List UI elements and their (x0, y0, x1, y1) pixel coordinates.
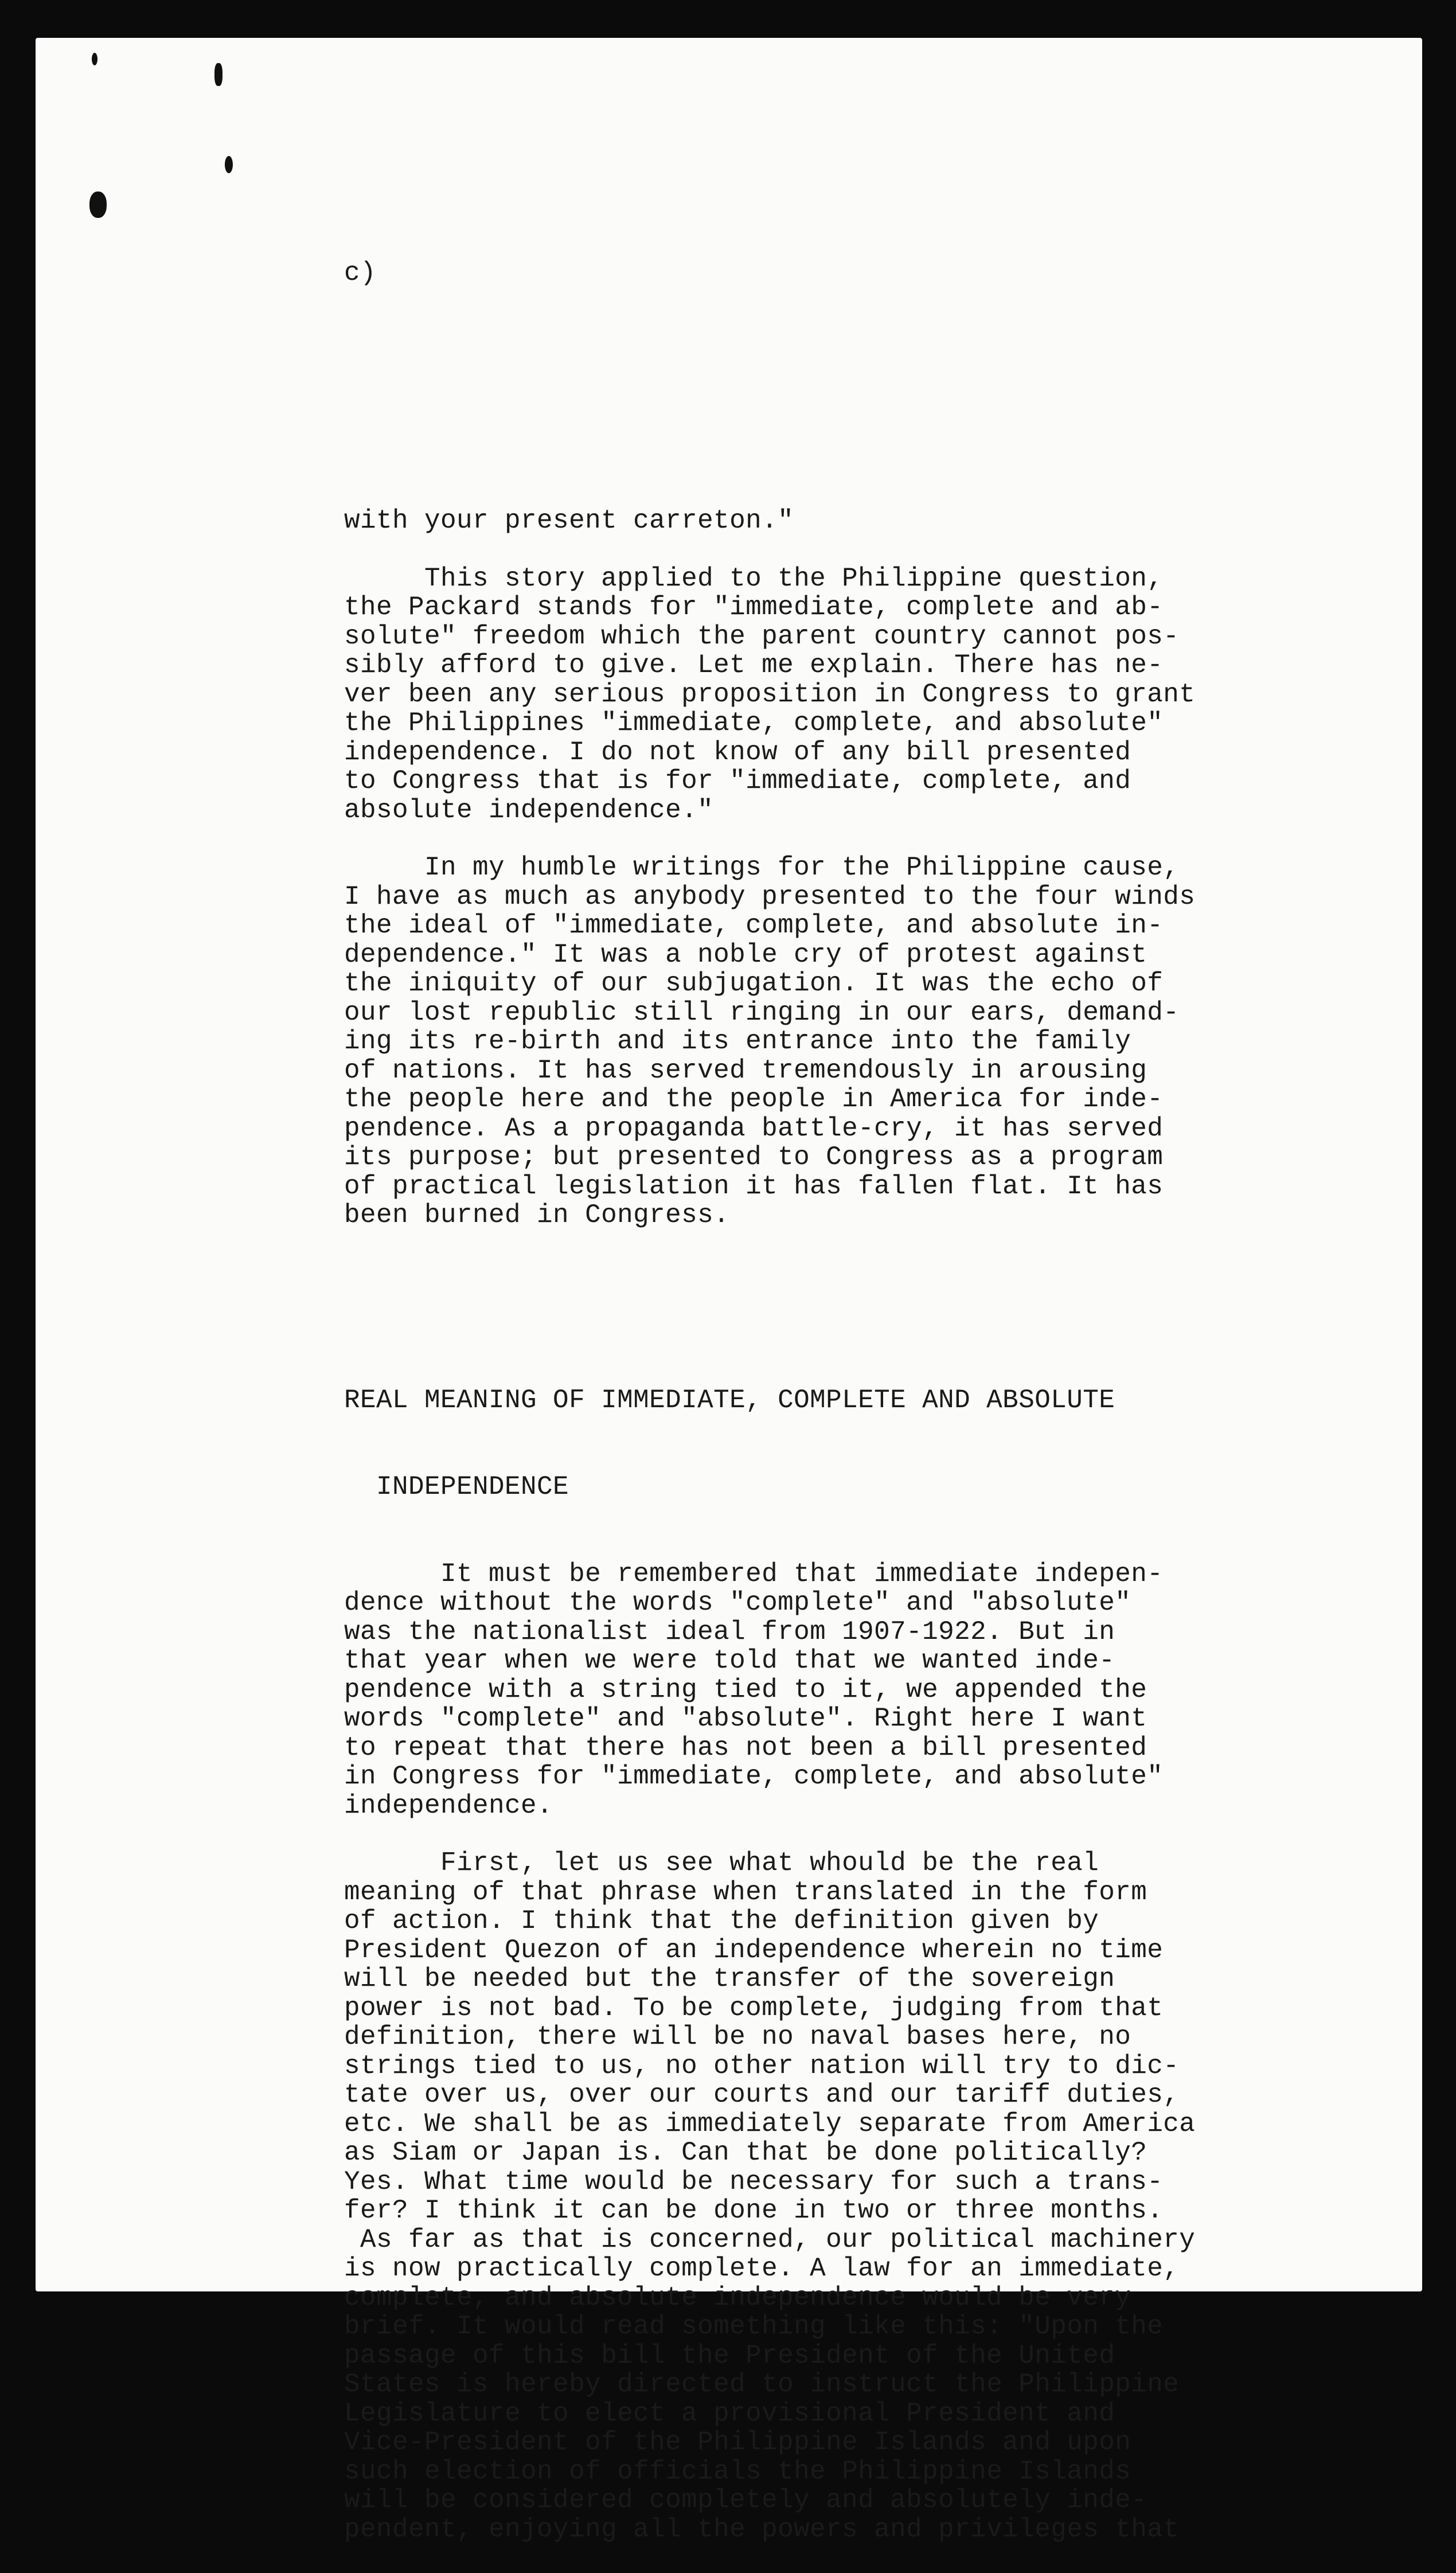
text-line: First, let us see what whould be the real (344, 1848, 1099, 1878)
text-line: of practical legislation it has fallen flat. It has (344, 1171, 1164, 1201)
text-line: the ideal of "immediate, complete, and absolute in- (344, 911, 1164, 940)
text-line: absolute independence." (344, 795, 714, 825)
text-line: In my humble writings for the Philippine cause, (344, 853, 1180, 883)
text-line: is now practically complete. A law for an immediate, (344, 2254, 1180, 2283)
text-line: fer? I think it can be done in two or three months. (344, 2196, 1164, 2225)
text-line: that year when we were told that we wanted inde- (344, 1646, 1115, 1676)
text-line: As far as that is concerned, our political machinery (344, 2224, 1196, 2255)
text-line: President Quezon of an independence wherein no time (344, 1935, 1164, 1965)
text-line: was the nationalist ideal from 1907-1922. But in (344, 1617, 1115, 1647)
text-line: ing its re-birth and its entrance into the family (344, 1026, 1131, 1056)
ink-speck (92, 53, 97, 65)
section-heading-line1: REAL MEANING OF IMMEDIATE, COMPLETE AND ABSOLUTE (344, 1385, 1115, 1415)
text-line: the Packard stands for "immediate, complete and ab- (344, 592, 1164, 622)
text-line: been burned in Congress. (344, 1200, 730, 1230)
text-line: the iniquity of our subjugation. It was the echo of (344, 969, 1164, 998)
text-line: States is hereby directed to instruct the Philippine (344, 2369, 1180, 2399)
text-line: our lost republic still ringing in our ears, demand- (344, 997, 1180, 1028)
text-line: pendence. As a propaganda battle-cry, it has served (344, 1113, 1164, 1143)
text-line: the Philippines "immediate, complete, and absolute" (344, 708, 1164, 738)
paragraph (344, 1820, 1342, 2544)
text-line: dence without the words "complete" and "absolute" (344, 1588, 1131, 1618)
text-line: tate over us, over our courts and our tariff duties, (344, 2080, 1180, 2110)
text-line: It must be remembered that immediate indepen- (344, 1559, 1164, 1589)
text-line: Yes. What time would be necessary for such a trans- (344, 2166, 1164, 2197)
paragraph-group (344, 506, 1342, 1230)
text-line: definition, there will be no naval bases here, no (344, 2022, 1131, 2052)
ink-speck (89, 192, 107, 218)
text-line: solute" freedom which the parent country cannot pos- (344, 621, 1180, 651)
paragraph-group (344, 1560, 1342, 2544)
text-line: such election of officials the Philippine Islands (344, 2456, 1131, 2486)
text-line: words "complete" and "absolute". Right here I want (344, 1704, 1147, 1733)
text-line: with your present carreton." (344, 506, 794, 536)
text-line: power is not bad. To be complete, judging from that (344, 1993, 1164, 2023)
ink-speck (214, 63, 223, 86)
text-line: of action. I think that the definition given by (344, 1906, 1099, 1936)
paragraph (344, 506, 1342, 536)
text-line: of nations. It has served tremendously in arousing (344, 1055, 1147, 1086)
ink-speck (225, 156, 233, 173)
document-body (344, 201, 1342, 2573)
text-line: Legislature to elect a provisional President and (344, 2398, 1115, 2428)
text-line: I have as much as anybody presented to the four winds (344, 881, 1196, 912)
text-line: ver been any serious proposition in Congress to grant (344, 679, 1196, 709)
paragraph (344, 825, 1342, 1230)
text-line: sibly afford to give. Let me explain. There has ne- (344, 650, 1164, 680)
text-line: meaning of that phrase when translated in the form (344, 1877, 1147, 1907)
text-line: dependence." It was a noble cry of protest against (344, 939, 1147, 970)
page-label: c) (344, 258, 377, 288)
paragraph (344, 536, 1342, 825)
text-line: pendent, enjoying all the powers and privileges that (344, 2514, 1180, 2544)
text-line: passage of this bill the President of the United (344, 2340, 1115, 2371)
text-line: pendence with a string tied to it, we appended the (344, 1674, 1147, 1705)
text-line: will be needed but the transfer of the sovereign (344, 1964, 1115, 1994)
text-line: will be considered completely and absolutely inde- (344, 2485, 1147, 2515)
text-line: brief. It would read something like this: "Upon the (344, 2312, 1164, 2341)
text-line: strings tied to us, no other nation will try to dic- (344, 2051, 1180, 2081)
text-line: This story applied to the Philippine question, (344, 563, 1164, 594)
text-line: to repeat that there has not been a bill presented (344, 1732, 1147, 1763)
text-line: etc. We shall be as immediately separate from America (344, 2109, 1196, 2139)
text-line: Vice-President of the Philippine Islands and upon (344, 2427, 1131, 2457)
text-line: its purpose; but presented to Congress as a program (344, 1142, 1164, 1172)
text-line: to Congress that is for "immediate, complete, and (344, 766, 1131, 796)
text-line: as Siam or Japan is. Can that be done politically? (344, 2138, 1147, 2168)
text-line: independence. (344, 1790, 553, 1821)
text-line: the people here and the people in America for inde- (344, 1084, 1164, 1114)
paragraph (344, 1560, 1342, 1821)
section-heading-line2: INDEPENDENCE (344, 1472, 569, 1502)
text-line: independence. I do not know of any bill presented (344, 737, 1131, 767)
text-line: in Congress for "immediate, complete, and absolute" (344, 1762, 1164, 1791)
text-line: complete, and absolute independence would be very (344, 2282, 1131, 2313)
